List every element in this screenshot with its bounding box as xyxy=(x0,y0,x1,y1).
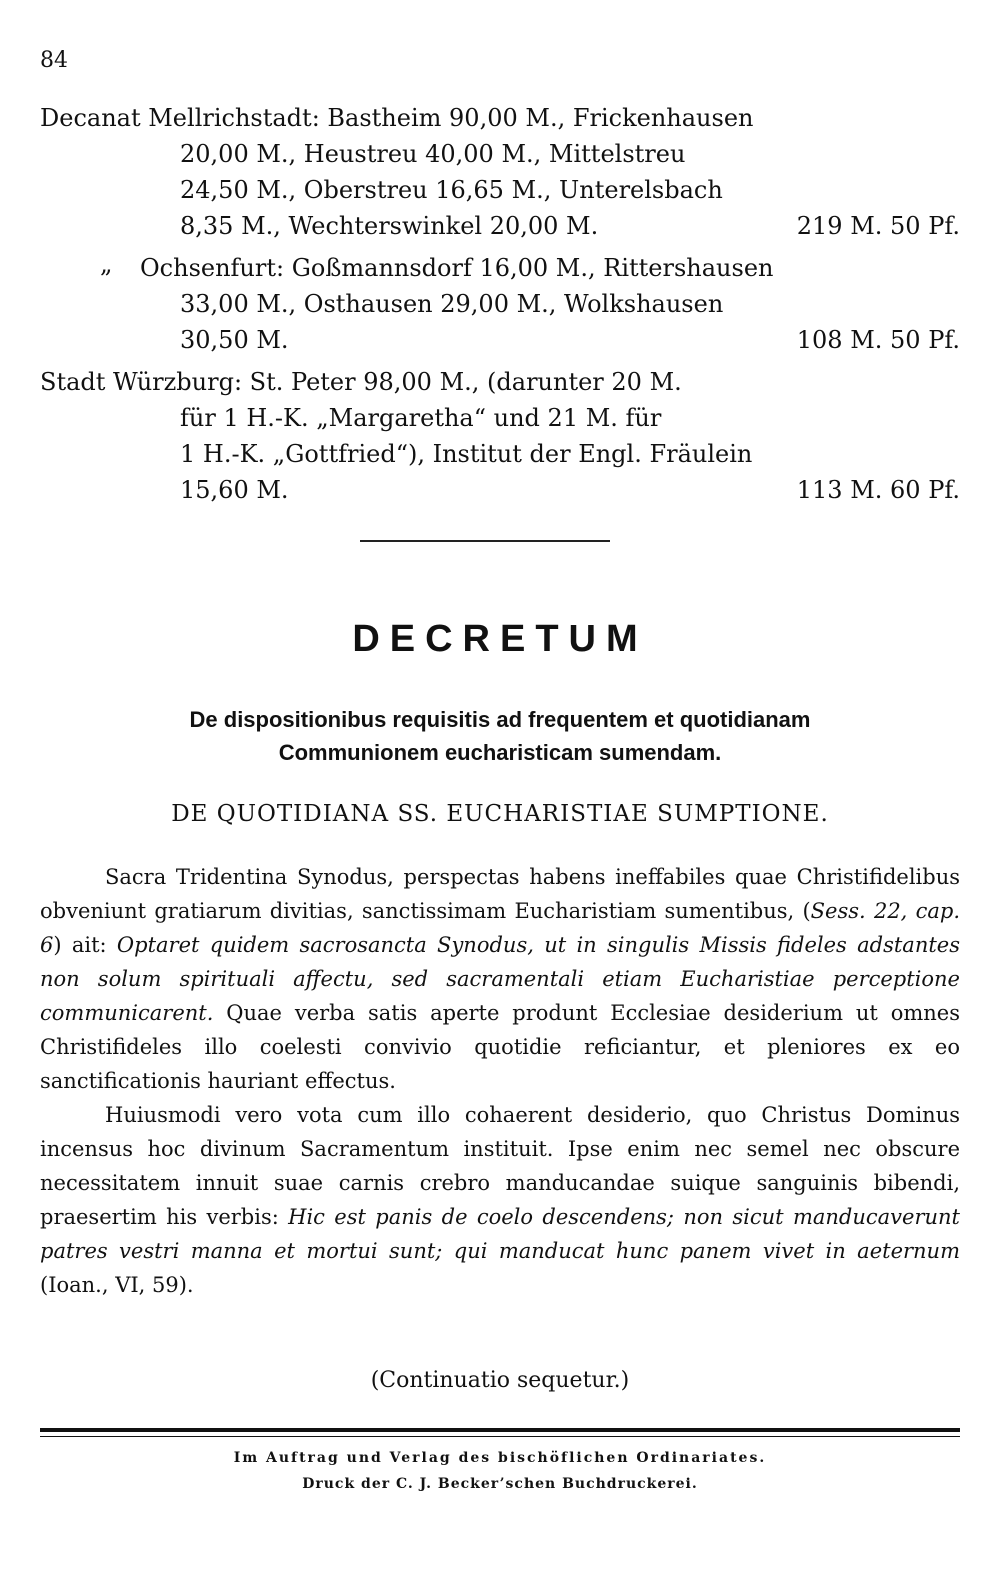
donation-entry-mellrichstadt xyxy=(40,100,960,244)
text-run: ) ait: xyxy=(53,933,117,957)
decretum-title: DECRETUM xyxy=(352,618,648,660)
donation-line: 8,35 M., Wechterswinkel 20,00 M. xyxy=(180,212,599,240)
donation-line: 24,50 M., Oberstreu 16,65 M., Unterelsbach xyxy=(180,176,723,204)
donation-line: Ochsenfurt: Goßmannsdorf 16,00 M., Rittershausen xyxy=(140,254,774,282)
donation-line: 30,50 M. xyxy=(180,326,289,354)
donation-entry-wuerzburg xyxy=(40,364,960,508)
text-run: Quae verba satis aperte produnt Ecclesiae desiderium ut omnes Christifideles illo coelesti convivio quotidie reficiantur, et pleniores ex eo sanctificationis hauriant effectus. xyxy=(40,1001,960,1093)
donation-amount: 113 M. 60 Pf. xyxy=(796,476,960,504)
donation-line: Stadt Würzburg: St. Peter 98,00 M., (darunter 20 M. xyxy=(40,368,682,396)
decretum-subtitle-line: Communionem eucharisticam sumendam. xyxy=(278,740,722,765)
footer-rule xyxy=(40,1428,960,1432)
text-run: (Ioan., VI, 59). xyxy=(40,1273,194,1297)
decretum-subtitle-line: De dispositionibus requisitis ad frequentem et quotidianam xyxy=(189,707,811,732)
donation-line: 20,00 M., Heustreu 40,00 M., Mittelstreu xyxy=(180,140,686,168)
paragraph-2 xyxy=(40,1098,960,1302)
donation-line: für 1 H.-K. „Margaretha“ und 21 M. für xyxy=(180,404,662,432)
donation-line: 1 H.-K. „Gottfried“), Institut der Engl. Fräulein xyxy=(180,440,753,468)
imprint-printer: Druck der C. J. Becker’schen Buchdruckerei. xyxy=(302,1476,698,1492)
donation-line: 33,00 M., Osthausen 29,00 M., Wolkshausen xyxy=(180,290,724,318)
text-run: Huiusmodi vero vota cum illo cohaerent desiderio, quo Christus Dominus incensus hoc divinum Sacramentum instituit. Ipse enim nec semel nec obscure necessitatem innuit suae carnis crebro manducandae suique sanguinis bibendi, praesertim his verbis: xyxy=(40,1103,960,1229)
donation-amount: 219 M. 50 Pf. xyxy=(796,212,960,240)
donation-line: Decanat Mellrichstadt: Bastheim 90,00 M., Frickenhausen xyxy=(40,104,754,132)
continuation-note: (Continuatio sequetur.) xyxy=(370,1368,630,1393)
decretum-subtitle xyxy=(0,703,1000,769)
text-run: Sacra Tridentina Synodus, perspectas habens ineffabiles quae Christifidelibus obveniunt gratiarum divitias, sanctissimam Eucharistiam sumentibus, ( xyxy=(40,865,960,923)
ditto-mark: „ xyxy=(100,250,113,278)
quotation: Optaret quidem sacrosancta Synodus, ut in singulis Missis fideles adstantes non solum spirituali affectu, sed sacramentali etiam Eucharistiae perceptione communicarent. xyxy=(40,933,960,1025)
section-divider xyxy=(360,540,610,542)
paragraph-1 xyxy=(40,860,960,1098)
section-title: DE QUOTIDIANA SS. EUCHARISTIAE SUMPTIONE. xyxy=(171,801,829,827)
donation-list xyxy=(40,100,960,514)
body-text xyxy=(40,860,960,1302)
page-number: 84 xyxy=(40,48,68,73)
footer-rule-thin xyxy=(40,1436,960,1437)
citation: Sess. 22, cap. 6 xyxy=(40,899,960,957)
imprint-publisher: Im Auftrag und Verlag des bischöflichen Ordinariates. xyxy=(233,1450,767,1466)
quotation: Hic est panis de coelo descendens; non sicut manducaverunt patres vestri manna et mortui sunt; qui manducat hunc panem vivet in aeternum xyxy=(40,1205,960,1263)
donation-entry-ochsenfurt xyxy=(40,250,960,358)
donation-amount: 108 M. 50 Pf. xyxy=(796,326,960,354)
donation-line: 15,60 M. xyxy=(180,476,289,504)
